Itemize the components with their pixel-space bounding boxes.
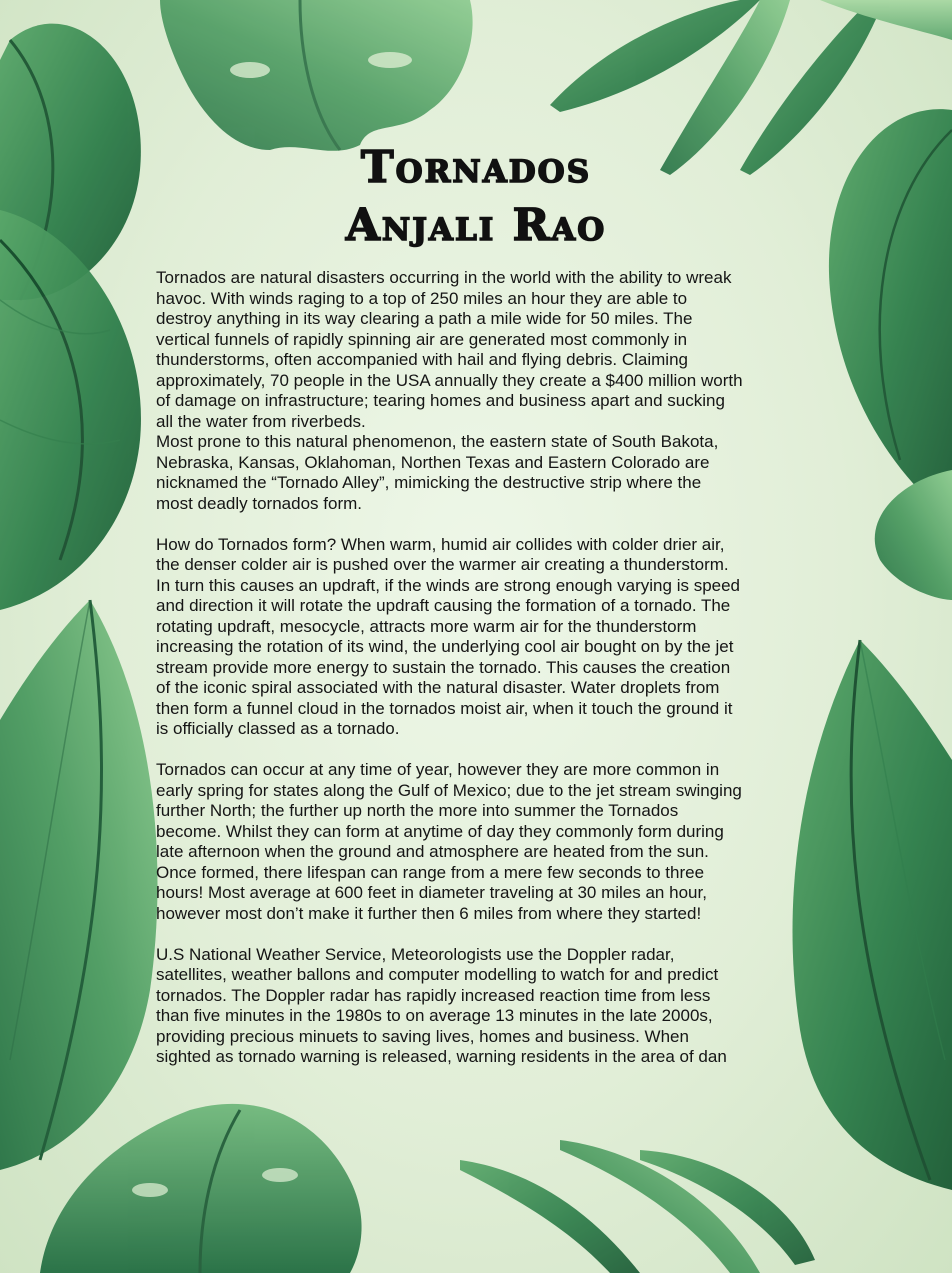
author-name: Anjali Rao (345, 200, 607, 251)
leaf-top-monstera (160, 0, 473, 151)
leaf-bottom-monstera (40, 1104, 362, 1273)
paragraph-formation: How do Tornados form? When warm, humid air collides with colder drier air, the denser colder air is pushed over the warmer air creating a thunderstorm. In turn this causes an updraft, if the winds are strong enough varying is speed and direction it will rotate the updraft causing the formation of a tornado. The rotating updraft, mesocycle, attracts more warm air for the thunderstorm increasing the rotation of its wind, the underlying cool air bought on by the jet stream provide more energy to sustain the tornado. This causes the creation of the iconic spiral associated with the natural disaster. Water droplets from then form a funnel cloud in the tornados moist air, when it touch the ground it is officially classed as a tornado. (156, 534, 741, 738)
leaf-left-lower (0, 600, 158, 1170)
paragraph-timing: Tornados can occur at any time of year, however they are more common in early spring for states along the Gulf of Mexico; due to the jet stream swinging further North; the further up north the more into summer the Tornados become. Whilst they can form at anytime of day they commonly form during late afternoon when the ground and atmosphere are heated from the sun. Once formed, there lifespan can range from a mere few seconds to three hours! Most average at 600 feet in diameter traveling at 30 miles an hour, however most don’t make it further then 6 miles from where they started! (156, 760, 742, 923)
paragraph-intro: Tornados are natural disasters occurring in the world with the ability to wreak havoc. With winds raging to a top of 250 miles an hour they are able to destroy anything in its way clearing a path a mile wide for 50 miles. The vertical funnels of rapidly spinning air are generated most commonly in thunderstorms, often accompanied with hail and flying debris. Claiming approximately, 70 people in the USA annually they create a $400 million worth of damage on infrastructure; tearing homes and business apart and sucking all the water from riverbeds. (156, 268, 743, 431)
page-title: Tornados (360, 142, 592, 193)
leaf-bottom-right-spray (460, 1140, 815, 1273)
paragraph-tornado-alley: Most prone to this natural phenomenon, the eastern state of South Bakota, Nebraska, Kansas, Oklahoman, Northen Texas and Eastern Colorado are nicknamed the “Tornado Alley”, mimicking the destructive strip where the most deadly tornados form. (156, 432, 719, 513)
article-body (156, 268, 798, 1068)
leaf-right-lower (793, 640, 952, 1190)
paragraph-forecasting: U.S National Weather Service, Meteorologists use the Doppler radar, satellites, weather ballons and computer modelling to watch for and predict tornados. The Doppler radar has rapidly increased reaction time from less than five minutes in the 1980s to on average 13 minutes in the late 2000s, providing precious minuets to saving lives, homes and business. When sighted as tornado warning is released, warning residents in the area of dan (156, 944, 727, 1066)
leaf-left-middle (0, 210, 141, 610)
